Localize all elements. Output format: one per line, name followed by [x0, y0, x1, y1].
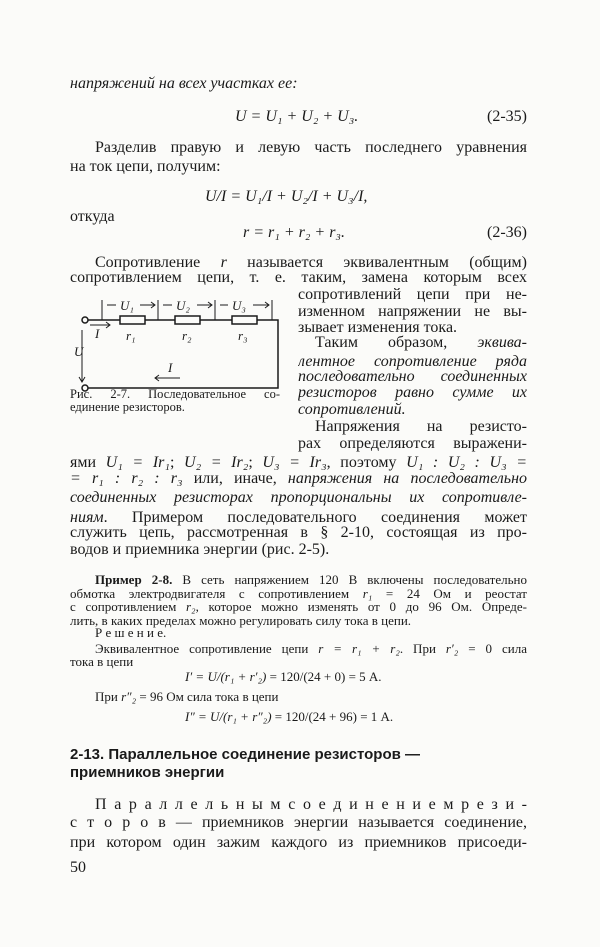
- equation-number: [440, 223, 527, 243]
- text-segment: r″₂: [121, 689, 137, 704]
- text-segment: Сопротивление: [95, 254, 221, 271]
- text-segment: ниям: [70, 509, 104, 526]
- text-segment: r: [220, 254, 227, 271]
- text-segment: водов и приемника энергии (рис. 2-5).: [70, 541, 330, 558]
- text-line: [315, 333, 527, 353]
- text-segment: откуда: [70, 208, 115, 225]
- label-r2: r₂: [182, 328, 192, 343]
- text-line: [70, 813, 527, 833]
- text-line: [70, 469, 527, 489]
- text-segment: I″ = U/(r₁ + r″₂): [185, 709, 272, 724]
- text-segment: сопротивлений.: [298, 401, 406, 418]
- example-equation: [185, 709, 527, 725]
- example-equation: [185, 669, 527, 685]
- text-segment: = r₁ : r₂ : r₃: [70, 470, 183, 487]
- equation: [205, 187, 460, 207]
- text-segment: U₁ = Ir₁: [105, 454, 170, 471]
- text-segment: , которое можно изменять от 0 до 96 Ом. Опреде-: [195, 599, 527, 614]
- resistor-r3: [232, 316, 257, 324]
- section-heading: [70, 763, 527, 783]
- figure-caption-line: единение резисторов.: [70, 400, 185, 414]
- example-line: [95, 625, 527, 641]
- text-segment: на ток цепи, получим:: [70, 158, 221, 175]
- text-segment: или, иначе,: [182, 470, 288, 487]
- text-segment: 2-13. Параллельное соединение резисторов —: [70, 746, 421, 763]
- text-segment: = 120/(24 + 0) = 5 А.: [266, 669, 382, 684]
- text-segment: = 24 Ом и реостат: [372, 586, 527, 601]
- text-segment: 50: [70, 859, 86, 876]
- text-segment: называется эквивалентным (общим): [226, 254, 527, 271]
- text-segment: (2-35): [487, 108, 527, 125]
- label-current-top: I: [95, 326, 100, 341]
- text-segment: зывает изменения тока.: [298, 319, 458, 336]
- text-segment: приемников энергии: [70, 764, 225, 781]
- text-segment: = 120/(24 + 96) = 1 А.: [271, 709, 394, 724]
- text-line: [70, 488, 527, 508]
- text-segment: сопротивлением цепи, т. е. таким, замена которым всех: [70, 269, 527, 286]
- text-segment: ;: [248, 454, 263, 471]
- text-segment: сопротивлений цепи при не-: [298, 286, 527, 303]
- text-segment: резисторов равно сумме их: [298, 384, 527, 401]
- label-u2: U₂: [176, 298, 190, 313]
- figure-caption-line: Рис. 2-7. Последовательное со-: [70, 387, 280, 401]
- label-u1: U₁: [120, 298, 134, 313]
- page-number: [70, 858, 200, 878]
- text-line: [95, 138, 527, 158]
- text-line: [70, 540, 527, 560]
- series-circuit-diagram: [60, 290, 290, 395]
- text-segment: ями: [70, 454, 106, 471]
- text-segment: изменном напряжении не вы-: [298, 303, 527, 320]
- label-voltage: U: [74, 344, 84, 359]
- text-segment: тока в цепи: [70, 654, 134, 669]
- text-segment: U₃ = Ir₃: [262, 454, 327, 471]
- text-segment: = 0 сила: [458, 641, 527, 656]
- text-segment: r₂: [186, 599, 196, 614]
- text-segment: . При: [399, 641, 446, 656]
- text-segment: r′₂: [445, 641, 459, 656]
- equation-2-36: [243, 223, 420, 243]
- text-segment: U₂ = Ir₂: [184, 454, 249, 471]
- text-segment: служить цепь, рассмотренная в § 2-10, состоящая из про-: [70, 524, 527, 541]
- text-segment: напряжений на всех участках ее:: [70, 75, 298, 92]
- label-r1: r₁: [126, 328, 136, 343]
- text-segment: рах определяются выражени-: [298, 435, 527, 452]
- text-segment: = 96 Ом сила тока в цепи: [136, 689, 279, 704]
- terminal-top: [82, 317, 88, 323]
- section-heading: [70, 745, 527, 765]
- text-line: [95, 795, 527, 815]
- label-u3: U₃: [232, 298, 246, 313]
- text-line: [298, 434, 527, 454]
- text-segment: лить, в каких пределах можно регулировать силу тока в цепи.: [70, 613, 412, 628]
- text-segment: П а р а л л е л ь н ы м с о е д и н е н и е м р е з и -: [95, 796, 527, 813]
- text-segment: В сеть напряжением 120 В включены последовательно: [172, 572, 527, 587]
- text-segment: U = U₁ + U₂ + U₃.: [235, 108, 359, 125]
- text-segment: r = r₁ + r₂ + r₃.: [243, 224, 345, 241]
- text-segment: r = r₁ + r₂: [318, 641, 400, 656]
- resistor-r2: [175, 316, 200, 324]
- text-segment: лентное сопротивление ряда: [298, 353, 527, 370]
- text-line: [70, 74, 527, 94]
- text-segment: , поэтому: [326, 454, 407, 471]
- example-line: [70, 654, 527, 670]
- text-segment: эквива-: [477, 334, 527, 351]
- text-segment: ;: [169, 454, 185, 471]
- text-segment: Пример 2-8.: [95, 572, 173, 587]
- text-segment: при котором один зажим каждого из приемников присоеди-: [70, 834, 527, 851]
- equation-2-35: [235, 107, 420, 127]
- example-line: [95, 689, 527, 705]
- text-segment: Напряжения на резисто-: [315, 418, 527, 435]
- text-segment: Разделив правую и левую часть последнего уравнения: [95, 139, 527, 156]
- text-segment: последовательно соединенных: [298, 368, 527, 385]
- text-segment: r₁: [362, 586, 373, 601]
- text-segment: Таким образом,: [315, 334, 478, 351]
- equation-number: [440, 107, 527, 127]
- text-segment: (2-36): [487, 224, 527, 241]
- text-segment: с т о р о в — приемников энергии называется соединение,: [70, 814, 527, 831]
- text-segment: . Примером последовательного соединения может: [103, 509, 527, 526]
- label-current-bottom: I: [168, 360, 173, 375]
- text-segment: U₁ : U₂ : U₃ =: [406, 454, 527, 471]
- label-r3: r₃: [238, 328, 248, 343]
- text-segment: соединенных резисторах пропорциональны их сопротивле-: [70, 489, 527, 506]
- text-segment: U/I = U₁/I + U₂/I + U₃/I,: [205, 188, 368, 205]
- text-segment: Эквивалентное сопротивление цепи: [95, 641, 319, 656]
- text-segment: I′ = U/(r₁ + r′₂): [185, 669, 267, 684]
- text-line: [70, 833, 527, 853]
- text-segment: При: [95, 689, 122, 704]
- text-segment: напряжения на последовательно: [287, 470, 527, 487]
- text-segment: с сопротивлением: [70, 599, 186, 614]
- text-segment: обмотка электродвигателя с сопротивлением: [70, 586, 363, 601]
- resistor-r1: [120, 316, 145, 324]
- text-line: [70, 157, 527, 177]
- text-segment: Р е ш е н и е.: [95, 625, 167, 640]
